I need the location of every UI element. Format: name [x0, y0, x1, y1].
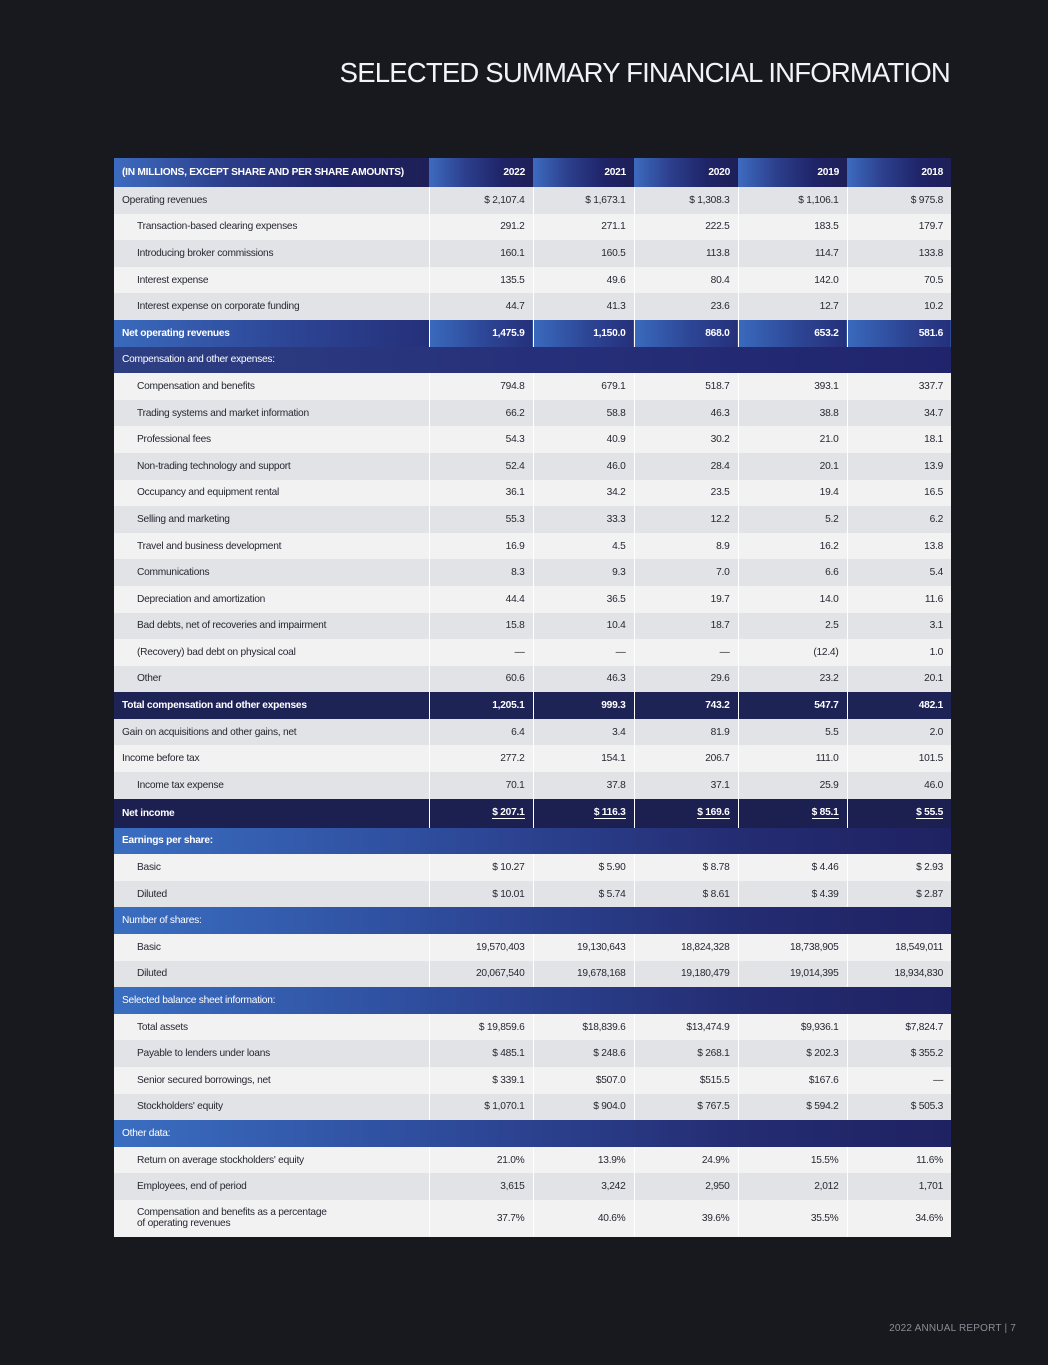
cell-2021: 13.9% [533, 1147, 634, 1174]
section-header-row [114, 987, 951, 1014]
cell-2019: (12.4) [738, 639, 847, 666]
cell-2018: 10.2 [847, 293, 951, 320]
table-header-row [114, 158, 951, 187]
cell-2019: 111.0 [738, 745, 847, 772]
cell-2021: 1,150.0 [533, 320, 634, 347]
row-label: Total assets [114, 1014, 429, 1041]
cell-2018: $ 2.87 [847, 881, 951, 908]
cell-2022: 135.5 [429, 267, 533, 294]
row-label: Professional fees [114, 426, 429, 453]
cell-2018: 11.6% [847, 1147, 951, 1174]
cell-2022: 291.2 [429, 214, 533, 241]
section-header-row [114, 907, 951, 934]
cell-2021: $ 5.74 [533, 881, 634, 908]
cell-2022: 20,067,540 [429, 961, 533, 988]
row-label: Senior secured borrowings, net [114, 1067, 429, 1094]
cell-2022: 60.6 [429, 666, 533, 693]
cell-2021: 160.5 [533, 240, 634, 267]
cell-2018: 16.5 [847, 480, 951, 507]
cell-2019: $ 594.2 [738, 1094, 847, 1121]
cell-2018: 20.1 [847, 666, 951, 693]
cell-2020: 222.5 [634, 214, 738, 241]
table-row [114, 961, 951, 988]
cell-2022: 21.0% [429, 1147, 533, 1174]
cell-2018: 3.1 [847, 613, 951, 640]
row-label: Non-trading technology and support [114, 453, 429, 480]
table-row [114, 613, 951, 640]
cell-2019: 5.2 [738, 506, 847, 533]
cell-2018: $ 355.2 [847, 1040, 951, 1067]
cell-2022: 3,615 [429, 1173, 533, 1200]
cell-2018: $7,824.7 [847, 1014, 951, 1041]
cell-2022: 1,205.1 [429, 692, 533, 719]
cell-2021: 40.6% [533, 1200, 634, 1237]
cell-2019: 6.6 [738, 559, 847, 586]
row-label: Basic [114, 854, 429, 881]
cell-2020: 39.6% [634, 1200, 738, 1237]
table-row [114, 559, 951, 586]
cell-2019: 2,012 [738, 1173, 847, 1200]
table-row [114, 1014, 951, 1041]
cell-2019: 20.1 [738, 453, 847, 480]
cell-2021: 10.4 [533, 613, 634, 640]
cell-2020: 46.3 [634, 400, 738, 427]
row-label: Interest expense [114, 267, 429, 294]
table-row [114, 240, 951, 267]
cell-2020: $ 169.6 [634, 799, 738, 828]
table-row [114, 772, 951, 799]
cell-2019: 38.8 [738, 400, 847, 427]
cell-2018: $ 505.3 [847, 1094, 951, 1121]
cell-2022: 19,570,403 [429, 934, 533, 961]
table-row [114, 506, 951, 533]
cell-2018: 18,934,830 [847, 961, 951, 988]
cell-2019: 35.5% [738, 1200, 847, 1237]
page-title: SELECTED SUMMARY FINANCIAL INFORMATION [339, 57, 950, 88]
table-row [114, 373, 951, 400]
cell-2020: 518.7 [634, 373, 738, 400]
cell-2021: $18,839.6 [533, 1014, 634, 1041]
header-year: 2022 [429, 158, 533, 187]
row-label: Trading systems and market information [114, 400, 429, 427]
cell-2020: 12.2 [634, 506, 738, 533]
cell-2021: 3.4 [533, 719, 634, 746]
cell-2021: $ 904.0 [533, 1094, 634, 1121]
table-row [114, 320, 951, 347]
row-label: Diluted [114, 961, 429, 988]
header-year: 2020 [634, 158, 738, 187]
cell-2020: $515.5 [634, 1067, 738, 1094]
cell-2019: 18,738,905 [738, 934, 847, 961]
cell-2019: 183.5 [738, 214, 847, 241]
cell-2022: 52.4 [429, 453, 533, 480]
cell-2021: 49.6 [533, 267, 634, 294]
cell-2020: 30.2 [634, 426, 738, 453]
cell-2021: — [533, 639, 634, 666]
cell-2020: 81.9 [634, 719, 738, 746]
row-label: Gain on acquisitions and other gains, net [114, 719, 429, 746]
row-label: Bad debts, net of recoveries and impairment [114, 613, 429, 640]
row-label: Introducing broker commissions [114, 240, 429, 267]
cell-2021: 19,678,168 [533, 961, 634, 988]
cell-2020: 19.7 [634, 586, 738, 613]
cell-2019: $ 1,106.1 [738, 187, 847, 214]
cell-2019: 5.5 [738, 719, 847, 746]
cell-2020: 113.8 [634, 240, 738, 267]
cell-2018: 482.1 [847, 692, 951, 719]
cell-2018: 13.9 [847, 453, 951, 480]
table-row [114, 1067, 951, 1094]
cell-2018: $ 55.5 [847, 799, 951, 828]
section-header-row [114, 347, 951, 374]
cell-2020: 7.0 [634, 559, 738, 586]
row-label: Other [114, 666, 429, 693]
cell-2019: 15.5% [738, 1147, 847, 1174]
cell-2021: 9.3 [533, 559, 634, 586]
cell-2018: 581.6 [847, 320, 951, 347]
row-label: Payable to lenders under loans [114, 1040, 429, 1067]
cell-2021: 40.9 [533, 426, 634, 453]
cell-2022: 15.8 [429, 613, 533, 640]
row-label: Occupancy and equipment rental [114, 480, 429, 507]
cell-2019: 142.0 [738, 267, 847, 294]
cell-2022: $ 2,107.4 [429, 187, 533, 214]
cell-2019: 19.4 [738, 480, 847, 507]
cell-2020: 2,950 [634, 1173, 738, 1200]
row-label: (Recovery) bad debt on physical coal [114, 639, 429, 666]
financial-summary-table [114, 158, 951, 1237]
cell-2019: 23.2 [738, 666, 847, 693]
header-year: 2021 [533, 158, 634, 187]
table-row [114, 854, 951, 881]
table-row [114, 1200, 951, 1237]
cell-2019: 114.7 [738, 240, 847, 267]
cell-2020: 24.9% [634, 1147, 738, 1174]
table-row [114, 400, 951, 427]
cell-2019: $ 4.39 [738, 881, 847, 908]
table-row [114, 1173, 951, 1200]
cell-2021: 999.3 [533, 692, 634, 719]
row-label: Other data: [114, 1120, 951, 1147]
header-year: 2018 [847, 158, 951, 187]
cell-2018: 6.2 [847, 506, 951, 533]
cell-2022: $ 1,070.1 [429, 1094, 533, 1121]
cell-2020: 868.0 [634, 320, 738, 347]
table-row [114, 1040, 951, 1067]
cell-2019: $ 85.1 [738, 799, 847, 828]
cell-2022: $ 339.1 [429, 1067, 533, 1094]
cell-2020: 23.5 [634, 480, 738, 507]
cell-2022: $ 19,859.6 [429, 1014, 533, 1041]
row-label: Diluted [114, 881, 429, 908]
cell-2019: $167.6 [738, 1067, 847, 1094]
cell-2021: 37.8 [533, 772, 634, 799]
table-row [114, 881, 951, 908]
row-label: Interest expense on corporate funding [114, 293, 429, 320]
cell-2022: 55.3 [429, 506, 533, 533]
cell-2018: $ 975.8 [847, 187, 951, 214]
cell-2018: 70.5 [847, 267, 951, 294]
row-label: Stockholders' equity [114, 1094, 429, 1121]
cell-2018: 34.7 [847, 400, 951, 427]
cell-2021: 19,130,643 [533, 934, 634, 961]
cell-2021: 679.1 [533, 373, 634, 400]
cell-2022: $ 485.1 [429, 1040, 533, 1067]
row-label: Number of shares: [114, 907, 951, 934]
cell-2021: $ 116.3 [533, 799, 634, 828]
table-row [114, 639, 951, 666]
cell-2018: 2.0 [847, 719, 951, 746]
cell-2022: $ 10.01 [429, 881, 533, 908]
cell-2020: 19,180,479 [634, 961, 738, 988]
cell-2019: $ 202.3 [738, 1040, 847, 1067]
table-row [114, 214, 951, 241]
row-label: Selling and marketing [114, 506, 429, 533]
cell-2019: 14.0 [738, 586, 847, 613]
cell-2021: $ 1,673.1 [533, 187, 634, 214]
cell-2019: 2.5 [738, 613, 847, 640]
cell-2020: 37.1 [634, 772, 738, 799]
table-row [114, 934, 951, 961]
cell-2022: 1,475.9 [429, 320, 533, 347]
cell-2019: $ 4.46 [738, 854, 847, 881]
cell-2019: 653.2 [738, 320, 847, 347]
row-label: Compensation and benefits [114, 373, 429, 400]
table-row [114, 293, 951, 320]
cell-2019: 25.9 [738, 772, 847, 799]
row-label: Income before tax [114, 745, 429, 772]
table-row [114, 267, 951, 294]
table-row [114, 533, 951, 560]
cell-2022: $ 10.27 [429, 854, 533, 881]
header-label: (IN MILLIONS, EXCEPT SHARE AND PER SHARE AMOUNTS) [114, 158, 429, 187]
cell-2019: 547.7 [738, 692, 847, 719]
cell-2019: 19,014,395 [738, 961, 847, 988]
table-row [114, 187, 951, 214]
cell-2019: $9,936.1 [738, 1014, 847, 1041]
cell-2018: 13.8 [847, 533, 951, 560]
page-footer: 2022 ANNUAL REPORT | 7 [889, 1323, 1016, 1334]
cell-2022: 277.2 [429, 745, 533, 772]
cell-2020: 29.6 [634, 666, 738, 693]
cell-2020: $ 767.5 [634, 1094, 738, 1121]
cell-2021: 41.3 [533, 293, 634, 320]
section-header-row [114, 828, 951, 855]
row-label: Depreciation and amortization [114, 586, 429, 613]
cell-2018: — [847, 1067, 951, 1094]
row-label: Communications [114, 559, 429, 586]
row-label: Earnings per share: [114, 828, 951, 855]
cell-2018: 179.7 [847, 214, 951, 241]
table-row [114, 480, 951, 507]
cell-2022: $ 207.1 [429, 799, 533, 828]
cell-2021: 34.2 [533, 480, 634, 507]
cell-2022: 8.3 [429, 559, 533, 586]
row-label: Basic [114, 934, 429, 961]
cell-2021: 271.1 [533, 214, 634, 241]
cell-2020: 80.4 [634, 267, 738, 294]
cell-2018: 5.4 [847, 559, 951, 586]
table-row [114, 719, 951, 746]
cell-2022: 160.1 [429, 240, 533, 267]
row-label: Selected balance sheet information: [114, 987, 951, 1014]
cell-2022: 44.4 [429, 586, 533, 613]
cell-2018: 34.6% [847, 1200, 951, 1237]
table-row [114, 426, 951, 453]
cell-2022: — [429, 639, 533, 666]
cell-2021: $ 5.90 [533, 854, 634, 881]
cell-2020: $ 268.1 [634, 1040, 738, 1067]
cell-2018: 1.0 [847, 639, 951, 666]
cell-2020: $13,474.9 [634, 1014, 738, 1041]
cell-2021: 4.5 [533, 533, 634, 560]
cell-2021: 33.3 [533, 506, 634, 533]
table-row [114, 692, 951, 719]
cell-2021: 46.3 [533, 666, 634, 693]
cell-2018: 46.0 [847, 772, 951, 799]
cell-2020: $ 8.78 [634, 854, 738, 881]
cell-2019: 12.7 [738, 293, 847, 320]
section-header-row [114, 1120, 951, 1147]
table-row [114, 453, 951, 480]
cell-2020: — [634, 639, 738, 666]
cell-2021: 58.8 [533, 400, 634, 427]
table-row [114, 666, 951, 693]
cell-2021: 46.0 [533, 453, 634, 480]
cell-2021: 36.5 [533, 586, 634, 613]
cell-2018: 11.6 [847, 586, 951, 613]
cell-2022: 66.2 [429, 400, 533, 427]
row-label: Compensation and benefits as a percentage of operating revenues [114, 1200, 429, 1237]
cell-2022: 37.7% [429, 1200, 533, 1237]
cell-2021: $507.0 [533, 1067, 634, 1094]
row-label: Net operating revenues [114, 320, 429, 347]
cell-2022: 44.7 [429, 293, 533, 320]
cell-2021: 3,242 [533, 1173, 634, 1200]
cell-2020: 8.9 [634, 533, 738, 560]
cell-2018: 133.8 [847, 240, 951, 267]
row-label: Travel and business development [114, 533, 429, 560]
cell-2018: 337.7 [847, 373, 951, 400]
cell-2022: 6.4 [429, 719, 533, 746]
cell-2022: 794.8 [429, 373, 533, 400]
cell-2022: 16.9 [429, 533, 533, 560]
cell-2020: 743.2 [634, 692, 738, 719]
cell-2018: 18.1 [847, 426, 951, 453]
table-row [114, 799, 951, 828]
table-row [114, 745, 951, 772]
cell-2021: $ 248.6 [533, 1040, 634, 1067]
cell-2018: 1,701 [847, 1173, 951, 1200]
row-label: Transaction-based clearing expenses [114, 214, 429, 241]
cell-2019: 21.0 [738, 426, 847, 453]
cell-2020: 28.4 [634, 453, 738, 480]
row-label: Compensation and other expenses: [114, 347, 951, 374]
row-label: Income tax expense [114, 772, 429, 799]
cell-2021: 154.1 [533, 745, 634, 772]
cell-2019: 393.1 [738, 373, 847, 400]
header-year: 2019 [738, 158, 847, 187]
cell-2019: 16.2 [738, 533, 847, 560]
cell-2018: 18,549,011 [847, 934, 951, 961]
row-label: Net income [114, 799, 429, 828]
cell-2020: $ 8.61 [634, 881, 738, 908]
row-label: Total compensation and other expenses [114, 692, 429, 719]
table-row [114, 1094, 951, 1121]
table-row [114, 1147, 951, 1174]
cell-2020: 18,824,328 [634, 934, 738, 961]
row-label: Operating revenues [114, 187, 429, 214]
cell-2022: 54.3 [429, 426, 533, 453]
cell-2018: 101.5 [847, 745, 951, 772]
table-row [114, 586, 951, 613]
cell-2020: 18.7 [634, 613, 738, 640]
row-label: Return on average stockholders' equity [114, 1147, 429, 1174]
row-label: Employees, end of period [114, 1173, 429, 1200]
cell-2020: 23.6 [634, 293, 738, 320]
cell-2018: $ 2.93 [847, 854, 951, 881]
cell-2020: 206.7 [634, 745, 738, 772]
cell-2020: $ 1,308.3 [634, 187, 738, 214]
cell-2022: 70.1 [429, 772, 533, 799]
cell-2022: 36.1 [429, 480, 533, 507]
